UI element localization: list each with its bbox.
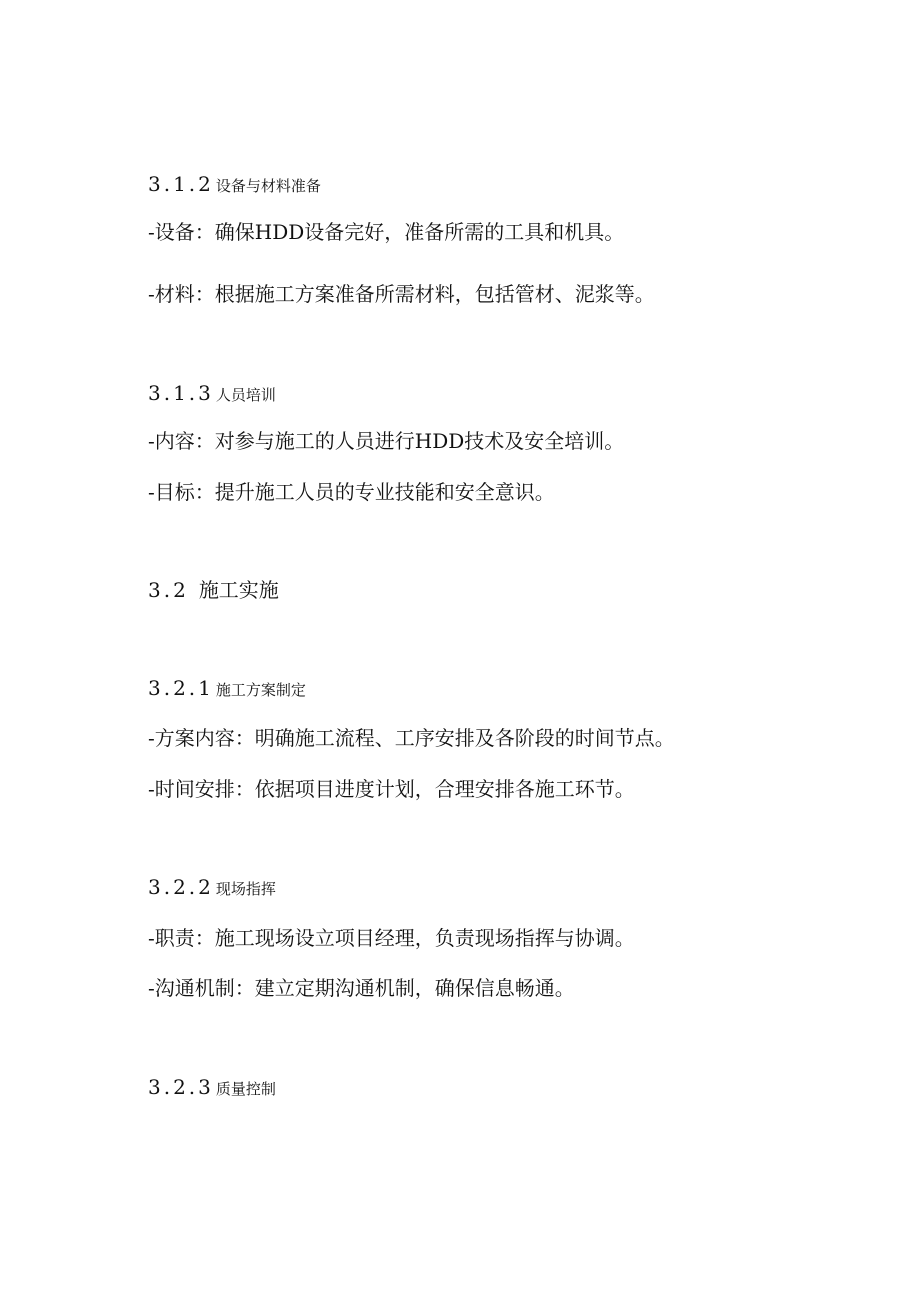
heading-3-1-2 — [148, 174, 321, 194]
heading-3-2-2 — [148, 877, 276, 897]
paragraph-schedule: -时间安排：依据项目进度计划，合理安排各施工环节。 — [148, 777, 635, 801]
paragraph-communication: -沟通机制：建立定期沟通机制，确保信息畅通。 — [148, 976, 575, 1000]
heading-number: 3.1.3 — [148, 381, 214, 405]
heading-3-1-3 — [148, 383, 276, 403]
paragraph-training-content: -内容：对参与施工的人员进行HDD技术及安全培训。 — [148, 429, 625, 453]
heading-title: 质量控制 — [215, 1080, 276, 1098]
heading-title: 人员培训 — [215, 386, 276, 404]
heading-3-2-1 — [148, 678, 306, 698]
heading-number: 3.2.2 — [148, 875, 214, 899]
heading-title: 施工方案制定 — [215, 681, 306, 699]
heading-3-2-3 — [148, 1077, 276, 1097]
heading-title: 设备与材料准备 — [215, 177, 321, 195]
paragraph-responsibility: -职责：施工现场设立项目经理，负责现场指挥与协调。 — [148, 926, 635, 950]
paragraph-plan-content: -方案内容：明确施工流程、工序安排及各阶段的时间节点。 — [148, 726, 675, 750]
paragraph-materials: -材料：根据施工方案准备所需材料，包括管材、泥浆等。 — [148, 282, 655, 306]
heading-number: 3.1.2 — [148, 172, 214, 196]
heading-title: 施工实施 — [198, 578, 279, 602]
paragraph-training-goal: -目标：提升施工人员的专业技能和安全意识。 — [148, 480, 555, 504]
paragraph-equipment: -设备：确保HDD设备完好，准备所需的工具和机具。 — [148, 220, 625, 244]
heading-number: 3.2 — [148, 578, 189, 602]
heading-3-2 — [148, 580, 279, 600]
heading-title: 现场指挥 — [215, 880, 276, 898]
heading-number: 3.2.3 — [148, 1075, 214, 1099]
heading-number: 3.2.1 — [148, 676, 214, 700]
